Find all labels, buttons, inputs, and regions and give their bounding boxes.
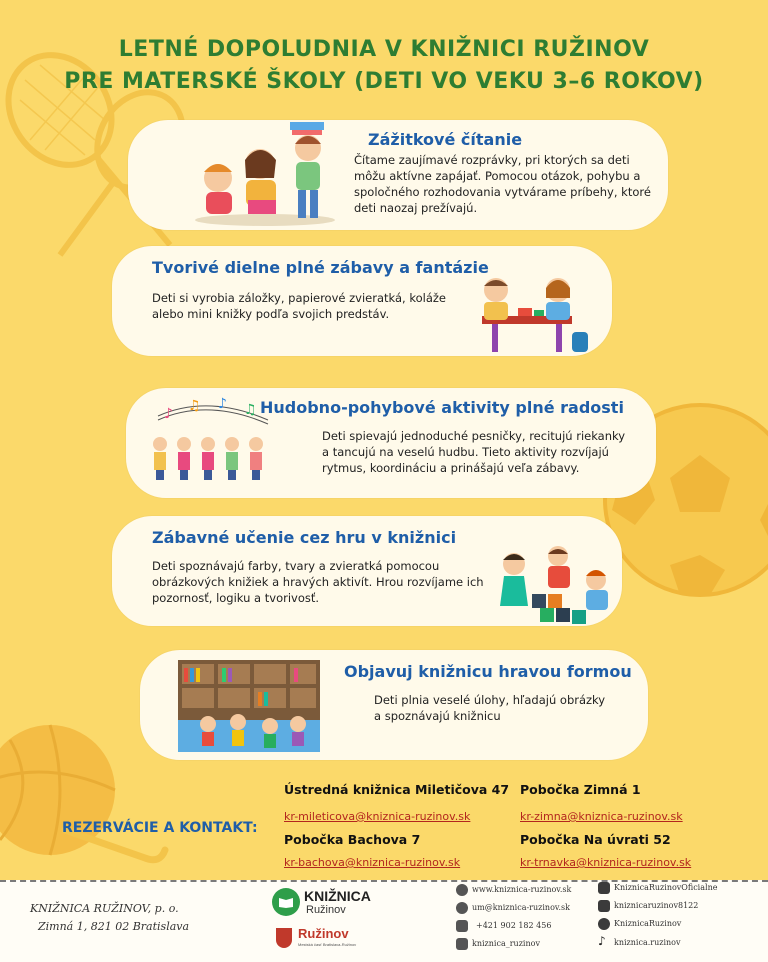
activity-heading-reading: Zážitkové čítanie [368,130,523,149]
svg-text:♪: ♪ [218,396,227,412]
svg-text:♪: ♪ [164,406,173,422]
instagram-icon [456,938,468,950]
svg-text:♫: ♫ [244,402,257,418]
logo-sub-text: Ružinov [306,904,346,916]
footer-spotify[interactable]: KniznicaRuzinov [614,919,682,928]
logo2-sub-text: Mestská časť Bratislava-Ružinov [298,942,357,947]
footer-instagram[interactable]: kniznica_ruzinov [472,939,540,948]
svg-text:♫: ♫ [188,398,201,414]
kids-singing-illustration [148,394,278,490]
branch-name-mileticova: Ústredná knižnica Miletičova 47 [284,782,510,797]
activity-heading-workshops: Tvorivé dielne plné zábavy a fantázie [152,258,489,277]
footer-org-address: Zimná 1, 821 02 Bratislava [38,920,190,933]
contact-label: REZERVÁCIE A KONTAKT: [62,820,258,836]
page-title-line1: LETNÉ DOPOLUDNIA V KNIŽNICI RUŽINOV [118,37,650,62]
facebook-icon [598,882,610,894]
footer-email[interactable]: um@kniznica-ruzinov.sk [472,903,570,912]
activity-heading-music: Hudobno-pohybové aktivity plné radosti [260,398,624,417]
activity-card-music [126,388,656,498]
branch-name-zimna: Pobočka Zimná 1 [520,782,641,797]
activity-text-reading: Čítame zaujímavé rozprávky, pri ktorých sa deti môžu aktívne zapájať. Pomocou otázok, pohybu a spoločného rozhodovania vytvárame príbehy, ktoré deti naozaj prežívajú. [354,153,651,215]
spotify-icon [598,918,610,930]
library-illustration [178,660,320,752]
branch-email-bachova[interactable]: kr-bachova@kniznica-ruzinov.sk [284,856,461,869]
footer-facebook[interactable]: KniznicaRuzinovOficialne [614,883,718,892]
activity-text-learning: Deti spoznávajú farby, tvary a zvieratká pomocou obrázkových knižiek a hravých aktivít. Hrou rozvíjame ich pozornosť, logiku a tvorivosť. [152,559,484,605]
coat-of-arms-icon [276,928,292,948]
activity-heading-learning: Zábavné učenie cez hru v knižnici [152,528,457,547]
footer-org-name: KNIŽNICA RUŽINOV, p. o. [30,902,179,915]
open-book-icon [278,896,294,908]
kniznica-logo [272,886,382,920]
phone-icon [456,920,468,932]
logo-main-text: KNIŽNICA [304,888,371,904]
branch-name-bachova: Pobočka Bachova 7 [284,832,421,847]
web-icon [456,884,468,896]
kids-crafting-illustration [462,272,592,356]
footer-phone: +421 902 182 456 [476,921,552,930]
youtube-icon [598,900,610,912]
footer [0,880,768,962]
kids-reading-illustration [190,120,340,230]
branch-email-zimna[interactable]: kr-zimna@kniznica-ruzinov.sk [520,810,683,823]
activity-heading-discover: Objavuj knižnicu hravou formou [344,662,632,681]
branch-name-na-uvrati: Pobočka Na úvrati 52 [520,832,671,847]
footer-web[interactable]: www.kniznica-ruzinov.sk [472,885,572,894]
branch-email-mileticova[interactable]: kr-mileticova@kniznica-ruzinov.sk [284,810,471,823]
activity-card-learning [112,516,622,626]
branch-email-na-uvrati[interactable]: kr-trnavka@kniznica-ruzinov.sk [520,856,692,869]
activity-text-music: Deti spievajú jednoduché pesničky, recitujú riekanky a tancujú na veselú hudbu. Tieto aktivity rozvíjajú rytmus, koordináciu a prinášajú veľa zábavy. [322,429,626,475]
activity-card-discover [140,650,648,760]
footer-youtube[interactable]: kniznicaruzinov8122 [614,901,699,910]
activity-card-reading [128,120,668,230]
ruzinov-logo [276,926,386,958]
kids-playing-blocks-illustration [496,544,620,626]
activity-card-workshops [112,246,612,356]
tiktok-icon: ♪ [598,934,606,948]
logo2-main-text: Ružinov [298,926,349,941]
activity-text-workshops: Deti si vyrobia záložky, papierové zvieratká, koláže alebo mini knižky podľa svojich predstáv. [152,291,446,321]
email-icon [456,902,468,914]
footer-tiktok[interactable]: kniznica.ruzinov [614,938,681,947]
contact-section [0,770,768,880]
page-title-line2: PRE MATERSKÉ ŠKOLY (DETI VO VEKU 3–6 ROKOV) [64,69,704,94]
activity-text-discover: Deti plnia veselé úlohy, hľadajú obrázky a spoznávajú knižnicu [374,693,606,723]
